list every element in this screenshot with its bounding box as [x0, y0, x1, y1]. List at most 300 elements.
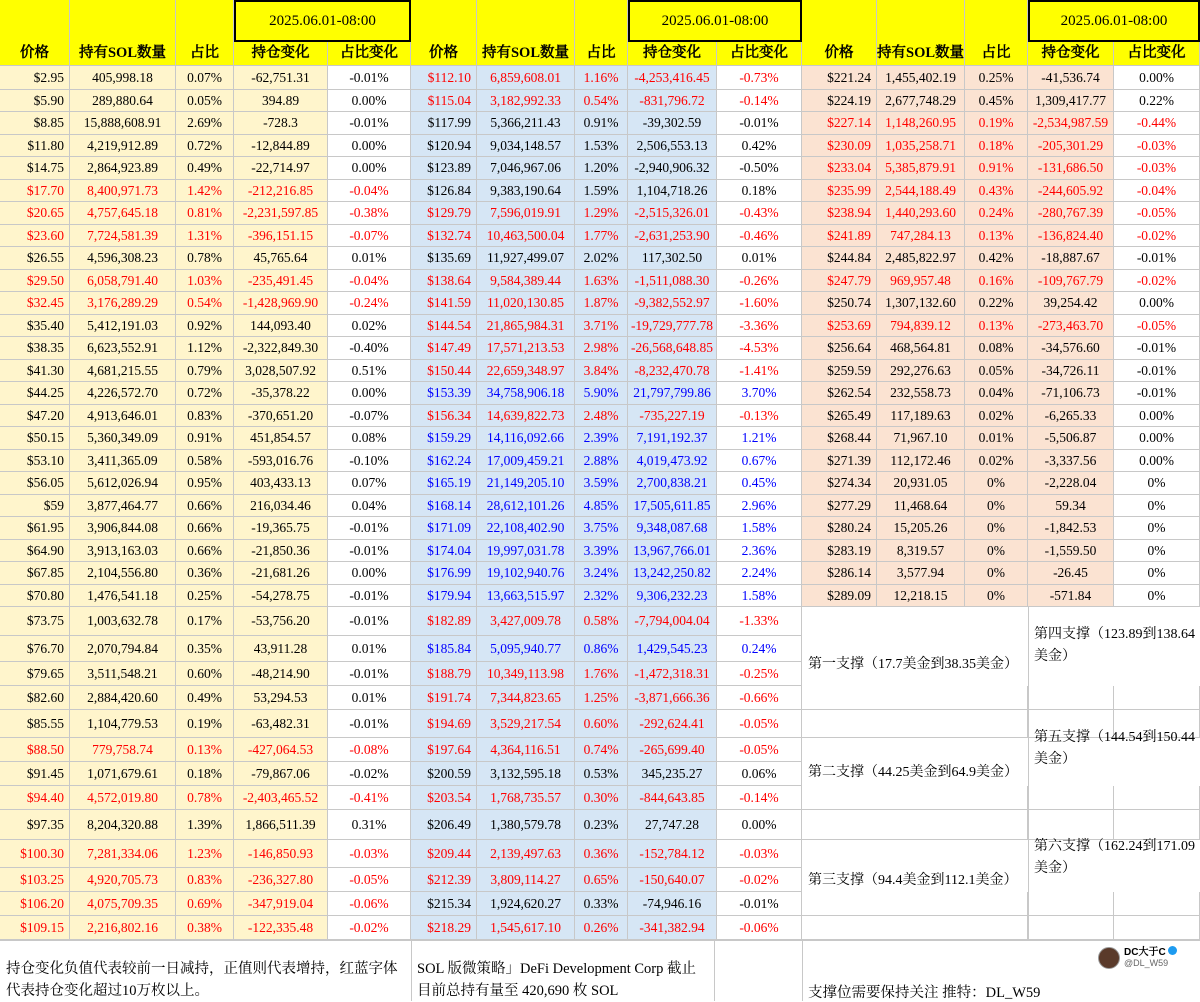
support-label: 第四支撑（123.89到138.64美金）: [1034, 627, 1195, 664]
share-cell: 0.72%: [176, 135, 234, 157]
share-change-cell: 0.00%: [1114, 427, 1200, 450]
price-cell: $126.84: [411, 180, 477, 202]
price-cell: $50.15: [0, 427, 70, 450]
share-change-cell: 0.18%: [717, 180, 802, 202]
share-cell: 0.74%: [575, 738, 628, 762]
change-cell: -62,751.31: [234, 66, 328, 90]
share-change-cell: -0.06%: [328, 892, 411, 916]
share-cell: 0.42%: [965, 247, 1028, 270]
share-cell: 0.66%: [176, 517, 234, 540]
share-change-cell: -0.01%: [717, 112, 802, 135]
share-change-cell: 3.70%: [717, 382, 802, 405]
holding-cell: 10,463,500.04: [477, 225, 575, 247]
change-cell: -2,322,849.30: [234, 337, 328, 360]
change-cell: -370,651.20: [234, 405, 328, 427]
share-cell: 0.86%: [575, 636, 628, 662]
share-change-cell: 1.21%: [717, 427, 802, 450]
share-change-cell: -4.53%: [717, 337, 802, 360]
price-cell: $100.30: [0, 840, 70, 868]
share-change-cell: -0.25%: [717, 662, 802, 686]
share-change-cell: -0.04%: [1114, 180, 1200, 202]
price-cell: $38.35: [0, 337, 70, 360]
share-cell: 1.87%: [575, 292, 628, 315]
share-change-cell: 0.24%: [717, 636, 802, 662]
price-cell: $14.75: [0, 157, 70, 180]
change-cell: -19,365.75: [234, 517, 328, 540]
price-cell: $103.25: [0, 868, 70, 892]
holding-cell: 4,226,572.70: [70, 382, 176, 405]
change-cell: -844,643.85: [628, 786, 717, 810]
price-cell: $215.34: [411, 892, 477, 916]
share-change-cell: 0%: [1114, 495, 1200, 517]
price-cell: $212.39: [411, 868, 477, 892]
price-cell: $2.95: [0, 66, 70, 90]
share-cell: 0.91%: [176, 427, 234, 450]
change-cell: -9,382,552.97: [628, 292, 717, 315]
share-cell: 0.79%: [176, 360, 234, 382]
holding-cell: 5,612,026.94: [70, 472, 176, 495]
share-cell: 0%: [965, 472, 1028, 495]
holding-cell: 5,385,879.91: [877, 157, 965, 180]
share-change-cell: 0.00%: [328, 562, 411, 585]
share-change-cell: -0.05%: [1114, 202, 1200, 225]
holding-cell: 8,400,971.73: [70, 180, 176, 202]
holding-cell: 4,219,912.89: [70, 135, 176, 157]
price-cell: $176.99: [411, 562, 477, 585]
share-change-cell: -3.36%: [717, 315, 802, 337]
change-cell: -292,624.41: [628, 710, 717, 738]
share-cell: 0.49%: [176, 686, 234, 710]
share-cell: 0.25%: [176, 585, 234, 607]
author-handle: @DL_W59: [1124, 958, 1169, 968]
change-cell: -63,482.31: [234, 710, 328, 738]
share-cell: 0.25%: [965, 66, 1028, 90]
column-header: 价格: [802, 0, 877, 66]
holding-cell: 21,865,984.31: [477, 315, 575, 337]
change-cell: 4,019,473.92: [628, 450, 717, 472]
share-cell: 0%: [965, 585, 1028, 607]
change-cell: -4,253,416.45: [628, 66, 717, 90]
price-cell: $268.44: [802, 427, 877, 450]
holding-cell: 34,758,906.18: [477, 382, 575, 405]
change-cell: 53,294.53: [234, 686, 328, 710]
holding-cell: 22,108,402.90: [477, 517, 575, 540]
change-cell: -831,796.72: [628, 90, 717, 112]
change-cell: -21,850.36: [234, 540, 328, 562]
holding-cell: 9,034,148.57: [477, 135, 575, 157]
share-cell: 0.30%: [575, 786, 628, 810]
holding-cell: 20,931.05: [877, 472, 965, 495]
share-cell: 0.58%: [176, 450, 234, 472]
share-change-cell: 0.01%: [328, 247, 411, 270]
share-cell: 0.72%: [176, 382, 234, 405]
change-cell: -136,824.40: [1028, 225, 1114, 247]
divider: [714, 940, 715, 1001]
column-header: 持有SOL数量: [877, 0, 965, 66]
share-cell: 2.39%: [575, 427, 628, 450]
holding-cell: 2,104,556.80: [70, 562, 176, 585]
change-cell: -53,756.20: [234, 607, 328, 636]
share-cell: 1.59%: [575, 180, 628, 202]
share-change-cell: -0.66%: [717, 686, 802, 710]
share-cell: 0.53%: [575, 762, 628, 786]
change-cell: -122,335.48: [234, 916, 328, 940]
price-cell: $280.24: [802, 517, 877, 540]
change-cell: -26.45: [1028, 562, 1114, 585]
share-cell: 2.88%: [575, 450, 628, 472]
share-cell: 1.77%: [575, 225, 628, 247]
share-cell: 0.83%: [176, 868, 234, 892]
change-cell: -35,378.22: [234, 382, 328, 405]
share-change-cell: 0.04%: [328, 495, 411, 517]
share-cell: 3.75%: [575, 517, 628, 540]
share-cell: 0.17%: [176, 607, 234, 636]
change-cell: 7,191,192.37: [628, 427, 717, 450]
share-change-cell: -0.02%: [1114, 225, 1200, 247]
share-change-cell: -0.14%: [717, 786, 802, 810]
share-cell: 0.65%: [575, 868, 628, 892]
share-change-cell: -0.04%: [328, 270, 411, 292]
share-change-cell: 2.96%: [717, 495, 802, 517]
price-cell: $129.79: [411, 202, 477, 225]
change-cell: 1,309,417.77: [1028, 90, 1114, 112]
holding-cell: 1,003,632.78: [70, 607, 176, 636]
change-cell: -2,940,906.32: [628, 157, 717, 180]
change-cell: -109,767.79: [1028, 270, 1114, 292]
price-cell: $26.55: [0, 247, 70, 270]
column-header: 持仓变化: [1028, 0, 1114, 66]
support-label: 第三支撑（94.4美金到112.1美金）: [808, 873, 1018, 888]
change-cell: 1,429,545.23: [628, 636, 717, 662]
price-cell: $88.50: [0, 738, 70, 762]
share-cell: 0.54%: [176, 292, 234, 315]
change-cell: -26,568,648.85: [628, 337, 717, 360]
price-cell: $274.34: [802, 472, 877, 495]
grid-cell: [802, 916, 1028, 940]
share-cell: 0%: [965, 562, 1028, 585]
price-cell: $253.69: [802, 315, 877, 337]
share-cell: 3.24%: [575, 562, 628, 585]
holding-cell: 1,104,779.53: [70, 710, 176, 738]
change-cell: -34,576.60: [1028, 337, 1114, 360]
column-header: 占比变化: [1114, 0, 1200, 66]
share-cell: 1.39%: [176, 810, 234, 840]
share-change-cell: -0.03%: [717, 840, 802, 868]
price-cell: $185.84: [411, 636, 477, 662]
share-cell: 5.90%: [575, 382, 628, 405]
share-change-cell: -0.01%: [328, 585, 411, 607]
price-cell: $67.85: [0, 562, 70, 585]
price-cell: $174.04: [411, 540, 477, 562]
share-cell: 3.39%: [575, 540, 628, 562]
share-cell: 1.12%: [176, 337, 234, 360]
footer-note-left: 持仓变化负值代表较前一日减持，正值则代表增持，红蓝字体代表持仓变化超过10万枚以上。: [6, 961, 398, 999]
share-change-cell: 0.08%: [328, 427, 411, 450]
change-cell: 1,104,718.26: [628, 180, 717, 202]
grid-cell: [1028, 686, 1114, 710]
price-cell: $35.40: [0, 315, 70, 337]
change-cell: -244,605.92: [1028, 180, 1114, 202]
share-change-cell: -0.73%: [717, 66, 802, 90]
share-cell: 1.23%: [176, 840, 234, 868]
author-name: DC大于C: [1124, 946, 1177, 958]
column-header: 持仓变化: [628, 0, 717, 66]
share-change-cell: 0.01%: [328, 686, 411, 710]
share-change-cell: 0.45%: [717, 472, 802, 495]
share-change-cell: 0.00%: [1114, 450, 1200, 472]
change-cell: 144,093.40: [234, 315, 328, 337]
change-cell: -39,302.59: [628, 112, 717, 135]
share-change-cell: 0.31%: [328, 810, 411, 840]
share-change-cell: -0.03%: [1114, 157, 1200, 180]
holding-cell: 1,035,258.71: [877, 135, 965, 157]
holding-cell: 4,572,019.80: [70, 786, 176, 810]
change-cell: -7,794,004.04: [628, 607, 717, 636]
holding-cell: 3,411,365.09: [70, 450, 176, 472]
share-cell: 2.98%: [575, 337, 628, 360]
column-header: 持仓变化: [234, 0, 328, 66]
share-change-cell: -0.41%: [328, 786, 411, 810]
share-change-cell: -0.01%: [1114, 337, 1200, 360]
price-cell: $235.99: [802, 180, 877, 202]
price-cell: $147.49: [411, 337, 477, 360]
share-cell: 0.13%: [965, 225, 1028, 247]
price-cell: $238.94: [802, 202, 877, 225]
share-cell: 0.22%: [965, 292, 1028, 315]
change-cell: -2,631,253.90: [628, 225, 717, 247]
holding-cell: 405,998.18: [70, 66, 176, 90]
price-cell: $47.20: [0, 405, 70, 427]
price-cell: $135.69: [411, 247, 477, 270]
share-cell: 0%: [965, 540, 1028, 562]
price-cell: $11.80: [0, 135, 70, 157]
share-cell: 0.58%: [575, 607, 628, 636]
price-cell: $138.64: [411, 270, 477, 292]
price-cell: $106.20: [0, 892, 70, 916]
share-cell: 0%: [965, 495, 1028, 517]
change-cell: -6,265.33: [1028, 405, 1114, 427]
change-cell: 21,797,799.86: [628, 382, 717, 405]
price-cell: $265.49: [802, 405, 877, 427]
share-cell: 1.76%: [575, 662, 628, 686]
holding-cell: 3,176,289.29: [70, 292, 176, 315]
share-cell: 0.16%: [965, 270, 1028, 292]
footer-note-middle: SOL 版微策略」DeFi Development Corp 截止目前总持有量至 420,690 枚 SOL: [417, 961, 696, 999]
share-cell: 0.13%: [965, 315, 1028, 337]
share-change-cell: 0.01%: [328, 636, 411, 662]
share-change-cell: 0.00%: [328, 90, 411, 112]
price-cell: $250.74: [802, 292, 877, 315]
grid-cell: [1028, 786, 1114, 810]
price-cell: $209.44: [411, 840, 477, 868]
price-cell: $115.04: [411, 90, 477, 112]
price-cell: $112.10: [411, 66, 477, 90]
share-change-cell: -0.02%: [717, 868, 802, 892]
price-cell: $259.59: [802, 360, 877, 382]
share-change-cell: 0%: [1114, 585, 1200, 607]
share-change-cell: 0.51%: [328, 360, 411, 382]
holding-cell: 8,204,320.88: [70, 810, 176, 840]
support-label: 第一支撑（17.7美金到38.35美金）: [808, 657, 1018, 672]
price-cell: $197.64: [411, 738, 477, 762]
share-change-cell: 0.01%: [717, 247, 802, 270]
price-cell: $286.14: [802, 562, 877, 585]
share-cell: 0.02%: [965, 405, 1028, 427]
change-cell: 2,506,553.13: [628, 135, 717, 157]
support-label: 第六支撑（162.24到171.09美金）: [1034, 839, 1195, 876]
column-header: 占比: [176, 0, 234, 66]
change-cell: -2,403,465.52: [234, 786, 328, 810]
holding-cell: 11,020,130.85: [477, 292, 575, 315]
share-cell: 0.81%: [176, 202, 234, 225]
divider: [802, 940, 803, 1001]
holding-cell: 7,596,019.91: [477, 202, 575, 225]
share-cell: 3.71%: [575, 315, 628, 337]
price-cell: $262.54: [802, 382, 877, 405]
change-cell: 59.34: [1028, 495, 1114, 517]
share-change-cell: -0.10%: [328, 450, 411, 472]
change-cell: 13,967,766.01: [628, 540, 717, 562]
change-cell: 27,747.28: [628, 810, 717, 840]
price-cell: $23.60: [0, 225, 70, 247]
share-change-cell: -0.38%: [328, 202, 411, 225]
share-change-cell: -0.06%: [717, 916, 802, 940]
change-cell: -347,919.04: [234, 892, 328, 916]
change-cell: -571.84: [1028, 585, 1114, 607]
holding-cell: 9,383,190.64: [477, 180, 575, 202]
share-change-cell: -0.01%: [717, 892, 802, 916]
price-cell: $8.85: [0, 112, 70, 135]
share-change-cell: 0.06%: [717, 762, 802, 786]
holding-cell: 21,149,205.10: [477, 472, 575, 495]
share-cell: 0.36%: [176, 562, 234, 585]
change-cell: 9,348,087.68: [628, 517, 717, 540]
change-cell: -735,227.19: [628, 405, 717, 427]
holding-cell: 10,349,113.98: [477, 662, 575, 686]
holding-cell: 1,768,735.57: [477, 786, 575, 810]
change-cell: -74,946.16: [628, 892, 717, 916]
share-change-cell: -0.07%: [328, 405, 411, 427]
holding-cell: 2,677,748.29: [877, 90, 965, 112]
change-cell: -236,327.80: [234, 868, 328, 892]
price-cell: $123.89: [411, 157, 477, 180]
holding-cell: 117,189.63: [877, 405, 965, 427]
change-cell: -3,337.56: [1028, 450, 1114, 472]
change-cell: 39,254.42: [1028, 292, 1114, 315]
change-cell: -2,534,987.59: [1028, 112, 1114, 135]
price-cell: $289.09: [802, 585, 877, 607]
holding-cell: 112,172.46: [877, 450, 965, 472]
author-badge: [1098, 946, 1177, 969]
holding-cell: 7,724,581.39: [70, 225, 176, 247]
holding-cell: 3,529,217.54: [477, 710, 575, 738]
change-cell: 17,505,611.85: [628, 495, 717, 517]
holding-cell: 15,205.26: [877, 517, 965, 540]
share-cell: 0.35%: [176, 636, 234, 662]
price-cell: $179.94: [411, 585, 477, 607]
price-cell: $20.65: [0, 202, 70, 225]
share-change-cell: 0.00%: [1114, 292, 1200, 315]
share-change-cell: -0.46%: [717, 225, 802, 247]
share-change-cell: 0%: [1114, 517, 1200, 540]
price-cell: $247.79: [802, 270, 877, 292]
change-cell: -3,871,666.36: [628, 686, 717, 710]
change-cell: -48,214.90: [234, 662, 328, 686]
share-change-cell: -0.40%: [328, 337, 411, 360]
column-header: 价格: [0, 0, 70, 66]
share-cell: 0.83%: [176, 405, 234, 427]
change-cell: 117,302.50: [628, 247, 717, 270]
holding-cell: 1,476,541.18: [70, 585, 176, 607]
share-cell: 0.43%: [965, 180, 1028, 202]
share-change-cell: -0.02%: [328, 916, 411, 940]
holding-cell: 1,148,260.95: [877, 112, 965, 135]
change-cell: -2,515,326.01: [628, 202, 717, 225]
change-cell: 1,866,511.39: [234, 810, 328, 840]
price-cell: $41.30: [0, 360, 70, 382]
change-cell: -235,491.45: [234, 270, 328, 292]
change-cell: -5,506.87: [1028, 427, 1114, 450]
share-change-cell: -0.05%: [328, 868, 411, 892]
share-change-cell: -0.05%: [717, 710, 802, 738]
column-header: 占比: [965, 0, 1028, 66]
column-header: 持有SOL数量: [70, 0, 176, 66]
change-cell: -1,511,088.30: [628, 270, 717, 292]
share-change-cell: 0%: [1114, 562, 1200, 585]
share-change-cell: -0.01%: [1114, 382, 1200, 405]
grid-cell: [802, 810, 1028, 840]
share-cell: 2.69%: [176, 112, 234, 135]
share-change-cell: -0.13%: [717, 405, 802, 427]
price-cell: $188.79: [411, 662, 477, 686]
share-cell: 0.49%: [176, 157, 234, 180]
grid-cell: [1028, 892, 1114, 916]
column-header: 占比变化: [717, 0, 802, 66]
price-cell: $159.29: [411, 427, 477, 450]
share-change-cell: -0.01%: [328, 607, 411, 636]
holding-cell: 12,218.15: [877, 585, 965, 607]
holding-cell: 14,116,092.66: [477, 427, 575, 450]
holding-cell: 5,366,211.43: [477, 112, 575, 135]
change-cell: -212,216.85: [234, 180, 328, 202]
share-change-cell: -0.14%: [717, 90, 802, 112]
share-cell: 0.60%: [176, 662, 234, 686]
price-cell: $144.54: [411, 315, 477, 337]
holding-cell: 3,132,595.18: [477, 762, 575, 786]
grid-cell: [802, 686, 1028, 710]
avatar: [1098, 947, 1120, 969]
share-cell: 1.16%: [575, 66, 628, 90]
holding-cell: 4,913,646.01: [70, 405, 176, 427]
holding-cell: 1,924,620.27: [477, 892, 575, 916]
change-cell: -396,151.15: [234, 225, 328, 247]
change-cell: -79,867.06: [234, 762, 328, 786]
change-cell: -18,887.67: [1028, 247, 1114, 270]
share-cell: 0.23%: [575, 810, 628, 840]
price-cell: $5.90: [0, 90, 70, 112]
share-change-cell: -0.01%: [328, 662, 411, 686]
price-cell: $162.24: [411, 450, 477, 472]
holding-cell: 17,571,213.53: [477, 337, 575, 360]
share-cell: 0.08%: [965, 337, 1028, 360]
share-cell: 1.29%: [575, 202, 628, 225]
grid-cell: [802, 786, 1028, 810]
share-change-cell: 0.07%: [328, 472, 411, 495]
holding-cell: 7,281,334.06: [70, 840, 176, 868]
holding-cell: 4,920,705.73: [70, 868, 176, 892]
share-change-cell: 2.24%: [717, 562, 802, 585]
share-change-cell: -0.02%: [328, 762, 411, 786]
